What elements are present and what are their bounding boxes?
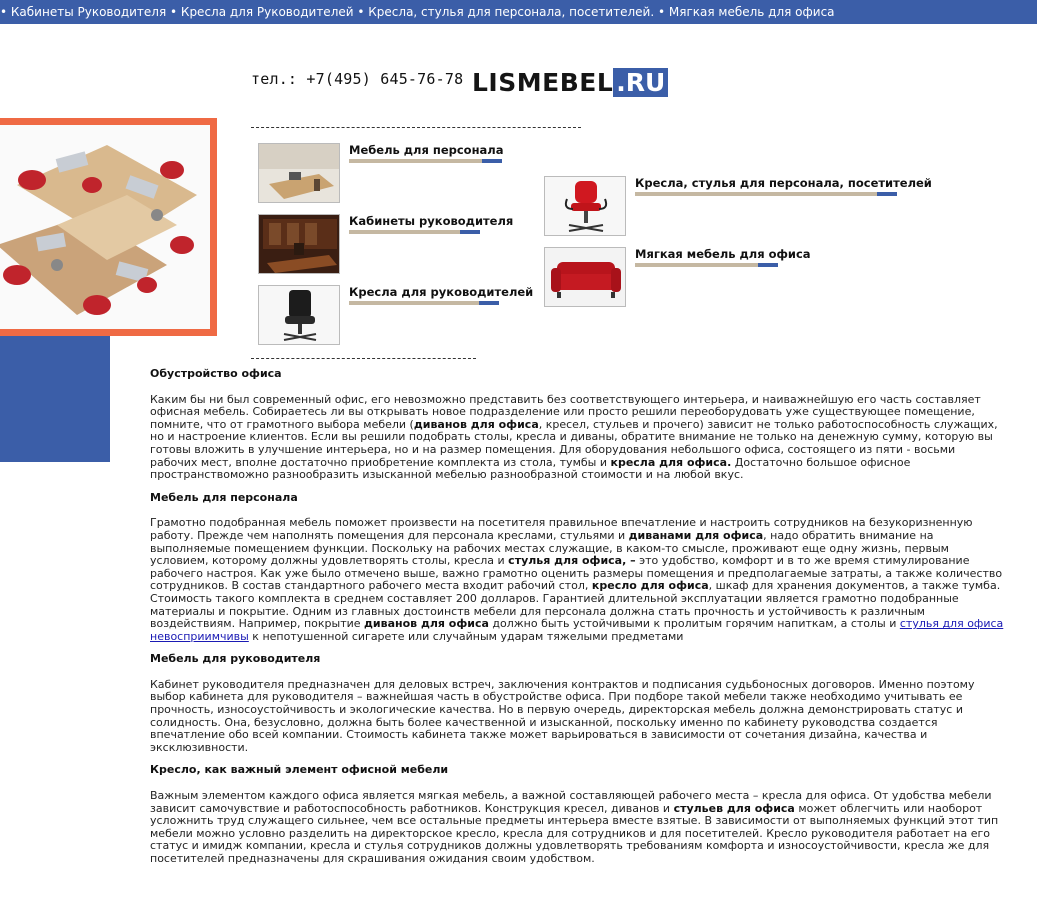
executive-chair-photo-icon[interactable]	[258, 285, 340, 345]
category-label[interactable]: Мягкая мебель для офиса	[635, 247, 811, 261]
section-heading: Обустройство офиса	[150, 367, 282, 380]
section-paragraph: Грамотно подобранная мебель поможет произвести на посетителя правильное впечатление и настроить сотрудников на безукоризненную работу. Прежде чем наполнять помещения для персонала креслами, стульями и диванами для офиса, надо обратить внимание на выполняемые помещением функции. Поскольку на рабочих местах служащие, в каком-то смысле, проживают еще одну жизнь, первым условием, которому должны удовлетворять столы, кресла и стулья для офиса, – это удобство, комфорт и в то же время стимулирование рабочего настроя. Как уже было отмечено выше, важно грамотно оценить размеры помещения и предполагаемые затраты, а также количество сотрудников. В состав стандартного рабочего места входит рабочий стол, кресло для офиса, шкаф для хранения документов, а также тумба. Стоимость такого комплекта в среднем составляет 200 долларов. Гарантией длительной эксплуатации является грамотно подобранные материалы и покрытие. Одним из главных достоинств мебели для персонала должна стать прочность и устойчивость к различным воздействиям. Например, покрытие диванов для офиса должно быть устойчивыми к пролитым горячим напиткам, а столы и стулья для офиса невосприимчивы к непотушенной сигарете или случайным ударам тяжелыми предметами	[150, 516, 1004, 643]
category-label[interactable]: Кресла, стулья для персонала, посетителей	[635, 176, 932, 190]
category-underline-bar	[349, 301, 499, 305]
office-workstations-illustration	[0, 125, 210, 329]
office-chairs-link[interactable]: стулья для офиса невосприимчивы	[150, 617, 1004, 643]
nav-link-executive-chairs[interactable]: Кресла для Руководителей	[180, 5, 354, 19]
section-heading: Кресло, как важный элемент офисной мебели	[150, 763, 449, 777]
nav-link-executive-cabinets[interactable]: Кабинеты Руководителя	[10, 5, 167, 19]
section-heading: Мебель для руководителя	[150, 652, 321, 666]
divider-bottom	[251, 358, 476, 359]
top-navigation-bar	[0, 0, 1037, 24]
bullet-icon: •	[357, 5, 365, 19]
nav-link-staff-chairs[interactable]: Кресла, стулья для персонала, посетителей.	[368, 5, 655, 19]
category-underline-bar	[349, 159, 502, 163]
site-logo[interactable]	[472, 68, 668, 98]
office-furniture-photo-icon[interactable]	[258, 143, 340, 203]
article-content	[150, 366, 1005, 876]
category-label[interactable]: Кабинеты руководителя	[349, 214, 514, 228]
decorative-blue-block	[0, 336, 110, 462]
bullet-icon: •	[170, 5, 178, 19]
category-label[interactable]: Мебель для персонала	[349, 143, 504, 157]
hero-office-image	[0, 118, 217, 336]
bullet-icon: •	[0, 5, 8, 19]
red-sofa-photo-icon[interactable]	[544, 247, 626, 307]
logo-main-text: LISMEBEL	[472, 68, 614, 97]
executive-cabinet-photo-icon[interactable]	[258, 214, 340, 274]
nav-link-soft-furniture[interactable]: Мягкая мебель для офиса	[668, 5, 835, 19]
bullet-icon: •	[657, 5, 666, 19]
section-heading: Мебель для персонала	[150, 490, 298, 504]
category-underline-bar	[635, 263, 778, 267]
red-office-chair-photo-icon[interactable]	[544, 176, 626, 236]
category-underline-bar	[635, 192, 897, 196]
section-paragraph: Каким бы ни был современный офис, его невозможно представить без соответствующего интерьера, и наиважнейшую его часть составляет офисная мебель. Собираетесь ли вы открывать новое подразделение или просто решили переоборудовать уже существующее помещение, помните, что от грамотного выбора мебели (диванов для офиса, кресел, стульев и прочего) зависит не только работоспособность служащих, но и настроение клиентов. Если вы решили подобрать столы, кресла и диваны, обратите внимание не только на денежную сумму, которую вы готовы вложить в улучшение интерьера, но и на размер помещения. Для оборудования небольшого офиса, состоящего из пяти - восьми рабочих мест, вполне достаточно приобретение комплекта из стола, тумбы и кресла для офиса. Достаточно большое офисное пространствоможно разнообразить изысканной мебелью разнообразной стоимости и на любой вкус.	[150, 392, 998, 482]
section-paragraph: Кабинет руководителя предназначен для деловых встреч, заключения контрактов и подписания судьбоносных договоров. Именно поэтому выбор кабинета для руководителя – важнейшая часть в обустройстве офиса. При подборе такой мебели также необходимо учитывать ее прочность, износоустойчивость и экологические качества. Но в первую очередь, директорская мебель должна демонстрировать статус и солидность. Она, безусловно, должна быть более качественной и изысканной, поскольку именно по кабинету руководства создается впечатление обо всей компании. Стоимость кабинета также может варьироваться в зависимости от сочетания дизайна, качества и эксклюзивности.	[150, 677, 975, 754]
section-paragraph: Важным элементом каждого офиса является мягкая мебель, а важной составляющей рабочего места – кресла для офиса. От удобства мебели зависит самочувствие и работоспособность работников. Конструкция кресел, диванов и стульев для офиса может облегчить или наоборот усложнить труд служащего сильнее, чем все остальные предметы интерьера вместе взятые. В зависимости от выполняемых функций этот тип мебели можно условно разделить на директорское кресло, кресла для сотрудников и для посетителей. Кресло руководителя работает на его статус и имидж компании, кресла и стулья сотрудников должны удовлетворять требованиям комфорта и износоустойчивости, кресла же для посетителей предназначены для скрашивания ожидания своим удобством.	[150, 789, 999, 865]
category-label[interactable]: Кресла для руководителей	[349, 285, 534, 299]
category-underline-bar	[349, 230, 480, 234]
divider-top	[251, 127, 581, 128]
logo-tld-text: .RU	[613, 68, 668, 97]
phone-number: тел.: +7(495) 645-76-78	[251, 70, 464, 88]
